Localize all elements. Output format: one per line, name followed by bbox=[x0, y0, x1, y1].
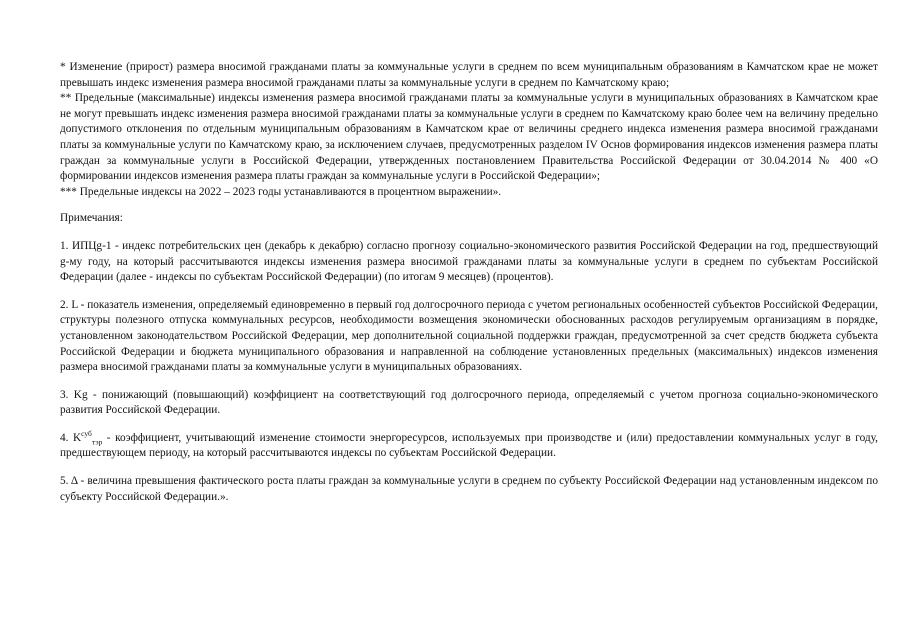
footnote-single-star: * Изменение (прирост) размера вносимой гражданами платы за коммунальные услуги в среднем по всем муниципальным образованиям в Камчатском крае не может превышать индекс изменения размера вносимой гражданами платы за коммунальные услуги в среднем по Камчатскому краю; bbox=[60, 61, 878, 89]
note-4-subscript: тэр bbox=[91, 437, 103, 447]
footnote-triple-star: *** Предельные индексы на 2022 – 2023 годы устанавливаются в процентном выражении». bbox=[60, 185, 502, 198]
note-4 bbox=[60, 431, 878, 462]
delta-symbol: Δ bbox=[70, 475, 78, 488]
note-2: 2. L - показатель изменения, определяемый единовременно в первый год долгосрочного периода с учетом региональных особенностей субъектов Российской Федерации, структуры полезного отпуска коммунальных ресурсов, необходимости возмещения экономически обоснованных расходов регулируемым организациям в порядке, установленном законодательством Российской Федерации, мер дополнительной социальной поддержки граждан, предусмотренной за счет средств бюджета субъекта Российской Федерации и бюджета муниципального образования и направленной на соблюдение установленных предельных (максимальных) индексов изменения размера вносимой гражданами платы за коммунальные услуги в муниципальных образованиях. bbox=[60, 298, 878, 374]
note-3: 3. Kg - понижающий (повышающий) коэффициент на соответствующий год долгосрочного периода, определяемый с учетом прогноза социально-экономического развития Российской Федерации. bbox=[60, 388, 878, 417]
notes-heading: Примечания: bbox=[60, 212, 123, 225]
note-4-superscript: суб bbox=[81, 429, 92, 439]
note-5-text: - величина превышения фактического роста платы граждан за коммунальные услуги в среднем по субъекту Российской Федерации над установленным индексом по субъекту Российской Федерации.». bbox=[60, 475, 878, 503]
footnote-double-star: ** Предельные (максимальные) индексы изменения размера вносимой гражданами платы за коммунальные услуги в муниципальных образованиях в Камчатском крае не могут превышать индекс изменения размера вносимой гражданами платы за коммунальные услуги в среднем по Камчатскому краю более чем на величину предельно допустимого отклонения по отдельным муниципальным образованиям в Камчатском крае от величины среднего индекса изменения размера вносимой гражданами платы за коммунальные услуги по Камчатскому краю, за исключением случаев, предусмотренных разделом IV Основ формирования индексов изменения размера платы граждан за коммунальные услуги в Российской Федерации, утвержденных постановлением Правительства Российской Федерации от 30.04.2014 № 400 «О формировании индексов изменения размера платы граждан за коммунальные услуги в Российской Федерации»; bbox=[60, 92, 878, 183]
note-1: 1. ИПЦg-1 - индекс потребительских цен (декабрь к декабрю) согласно прогнозу социально-экономического развития Российской Федерации на год, предшествующий g-му году, на который рассчитываются индексы изменения размера вносимой гражданами платы за коммунальные услуги в среднем по субъектам Российской Федерации (далее - индексы по субъектам Российской Федерации) (по итогам 9 месяцев) (процентов). bbox=[60, 239, 878, 284]
note-4-prefix: 4. K bbox=[60, 431, 82, 444]
note-5 bbox=[60, 474, 878, 505]
note-5-prefix: 5. bbox=[60, 475, 71, 488]
document-page bbox=[60, 60, 878, 505]
note-4-text: - коэффициент, учитывающий изменение стоимости энергоресурсов, используемых при производстве и (или) предоставлении коммунальных услуг в году, предшествующем периоду, на который рассчитываются индексы по субъектам Российской Федерации. bbox=[60, 431, 878, 460]
